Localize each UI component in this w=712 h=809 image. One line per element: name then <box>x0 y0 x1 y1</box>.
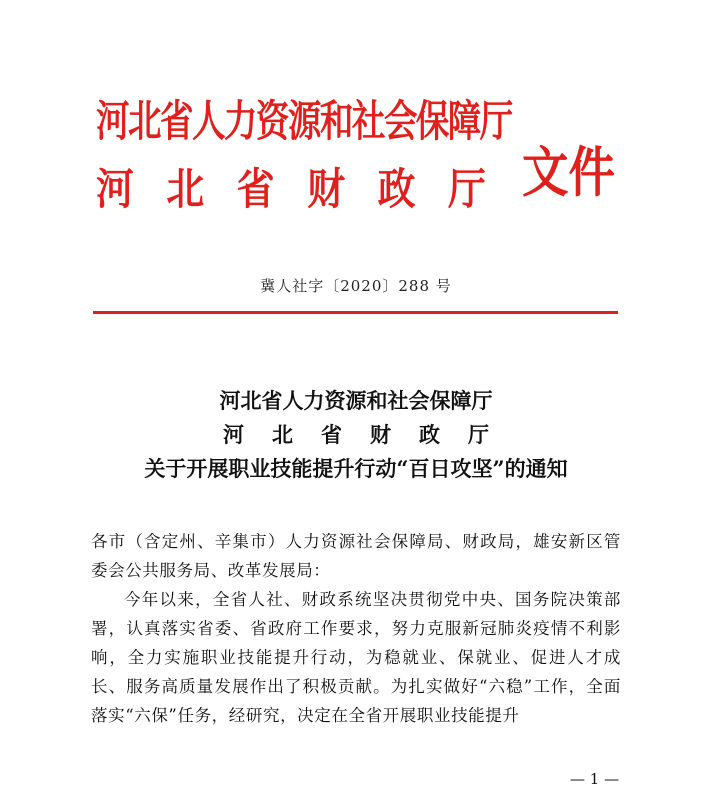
red-divider-line <box>93 311 618 314</box>
issuer-name-hrss: 河北省人力资源和社会保障厅 <box>96 97 512 147</box>
addressee-paragraph: 各市（含定州、辛集市）人力资源社会保障局、财政局，雄安新区管委会公共服务局、改革发展局： <box>91 532 621 580</box>
document-type-label: 文件 <box>522 141 615 204</box>
notice-title <box>0 384 712 486</box>
body-paragraph: 今年以来，全省人社、财政系统坚决贯彻党中央、国务院决策部署，认真落实省委、省政府工作要求，努力克服新冠肺炎疫情不利影响，全力实施职业技能提升行动，为稳就业、保就业、促进人才成长、服务高质量发展作出了积极贡献。为扎实做好“六稳”工作，全面落实“六保”任务，经研究，决定在全省开展职业技能提升 <box>91 590 621 725</box>
document-number: 冀人社字〔2020〕288 号 <box>260 277 452 295</box>
title-line-3: 关于开展职业技能提升行动“百日攻坚”的通知 <box>144 456 568 481</box>
title-line-1: 河北省人力资源和社会保障厅 <box>219 388 493 413</box>
page-number: — 1 — <box>570 770 620 788</box>
title-line-2: 河北省财政厅 <box>223 422 517 447</box>
notice-body <box>91 527 621 730</box>
issuer-name-finance: 河北省财政厅 <box>96 165 519 215</box>
